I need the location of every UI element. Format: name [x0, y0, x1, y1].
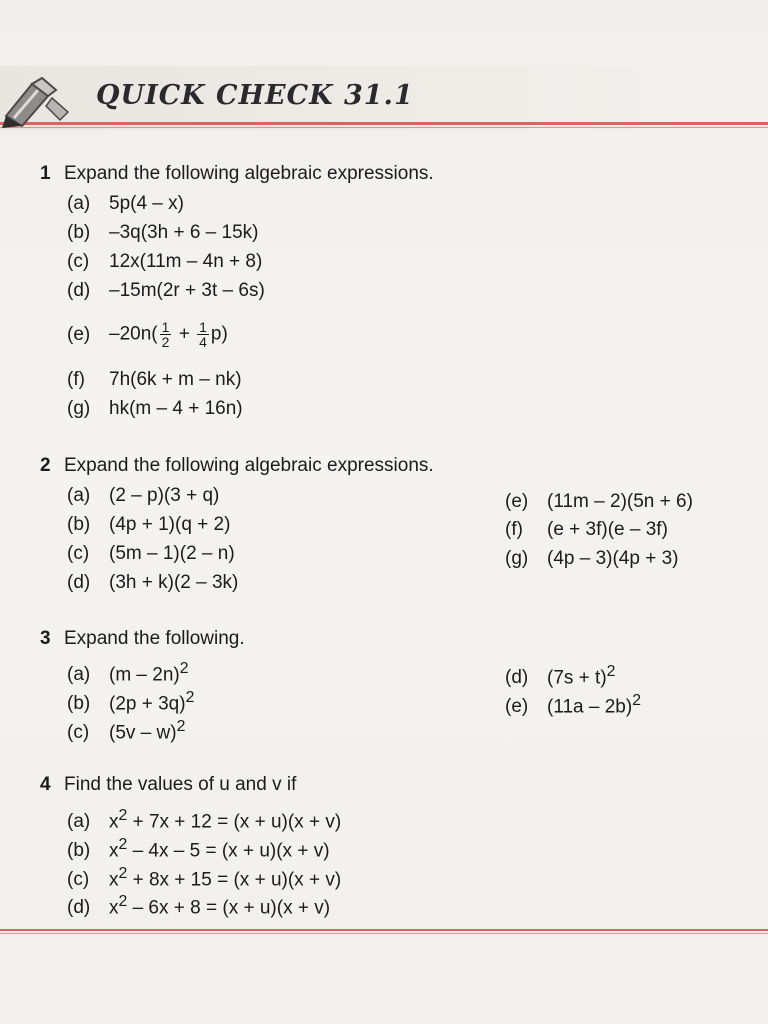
- page-title: QUICK CHECK 31.1: [96, 80, 414, 111]
- question-number: 3: [40, 628, 51, 649]
- part-expression: (4p + 1)(q + 2): [109, 514, 231, 535]
- part-label: (e): [67, 323, 91, 345]
- q1-part-g: [67, 395, 243, 423]
- part-label: (d): [67, 897, 91, 919]
- q2-part-b: [67, 511, 230, 539]
- question-prompt: Expand the following algebraic expressions.: [64, 163, 434, 184]
- exponent: 2: [118, 836, 128, 853]
- exponent: 2: [176, 718, 186, 735]
- q1-part-b: [67, 219, 258, 247]
- part-expression: (5v – w): [109, 722, 177, 744]
- part-expression: (m – 2n): [109, 664, 180, 686]
- q2-part-f: [505, 516, 668, 544]
- exponent: 2: [179, 660, 189, 677]
- q1-part-d: [67, 277, 265, 305]
- exponent: 2: [118, 865, 128, 882]
- part-label: (d): [505, 667, 529, 689]
- q2-part-d: [67, 569, 238, 597]
- fraction-one-half: $\frac{1}{2}$: [161, 319, 170, 350]
- part-expression: + 8x + 15 = (x + u)(x + v): [127, 869, 342, 891]
- part-expression: 7h(6k + m – nk): [109, 369, 242, 390]
- q1-part-a: [67, 190, 184, 218]
- q3-part-c: [67, 713, 185, 747]
- question-3-heading: [40, 625, 245, 653]
- question-number: 2: [40, 455, 51, 476]
- question-number: 1: [40, 163, 51, 184]
- footer-divider-thin: [0, 933, 768, 934]
- exponent: 2: [118, 893, 128, 910]
- part-label: (d): [67, 280, 91, 301]
- q2-part-e: [505, 488, 693, 516]
- q4-part-d: (d) $x^2 - 6x + 8 = (x + u)(x + v)$: [67, 888, 330, 922]
- part-label: (f): [67, 369, 85, 390]
- exponent: 2: [118, 807, 128, 824]
- part-label: (g): [67, 398, 91, 419]
- part-expression: 12x(11m – 4n + 8): [109, 251, 263, 272]
- question-2-heading: [40, 452, 434, 480]
- part-expression: (3h + k)(2 – 3k): [109, 572, 239, 593]
- part-expression: (4p – 3)(4p + 3): [547, 548, 679, 569]
- part-expression: hk(m – 4 + 16n): [109, 398, 243, 419]
- part-label: (b): [67, 514, 91, 535]
- part-label: (b): [67, 840, 91, 862]
- header-divider-thin: [0, 127, 768, 128]
- question-prompt: Expand the following algebraic expressions.: [64, 455, 434, 476]
- part-expression: + 7x + 12 = (x + u)(x + v): [127, 811, 342, 833]
- part-expression: (7s + t): [547, 667, 607, 689]
- part-label: (a): [67, 664, 91, 686]
- part-expression-start: –20n(: [109, 323, 158, 345]
- q2-part-a: [67, 482, 219, 510]
- q4-part-a: (a) $x^2 + 7x + 12 = (x + u)(x + v)$: [67, 802, 341, 836]
- exponent: 2: [632, 692, 642, 709]
- question-prompt: Find the values of u and v if: [64, 774, 297, 795]
- part-expression: –3q(3h + 6 – 15k): [109, 222, 259, 243]
- part-expression: (e + 3f)(e – 3f): [547, 519, 668, 540]
- part-label: (a): [67, 811, 91, 833]
- footer-divider: [0, 929, 768, 931]
- part-expression: – 6x + 8 = (x + u)(x + v): [127, 897, 331, 919]
- q4-part-c: (c) $x^2 + 8x + 15 = (x + u)(x + v)$: [67, 860, 341, 894]
- question-prompt: Expand the following.: [64, 628, 245, 649]
- exponent: 2: [185, 689, 195, 706]
- part-label: (a): [67, 485, 91, 506]
- part-expression: (2p + 3q): [109, 693, 186, 715]
- header-divider: [0, 122, 768, 125]
- question-1-heading: [40, 160, 434, 188]
- part-label: (e): [505, 491, 529, 512]
- part-label: (f): [505, 519, 523, 540]
- question-number: 4: [40, 774, 51, 795]
- part-expression-end: p): [210, 323, 228, 345]
- q4-part-b: (b) $x^2 - 4x - 5 = (x + u)(x + v)$: [67, 831, 330, 865]
- part-expression: (11m – 2)(5n + 6): [547, 491, 693, 512]
- question-4-heading: [40, 771, 296, 799]
- part-label: (d): [67, 572, 91, 593]
- part-label: (b): [67, 222, 91, 243]
- part-label: (c): [67, 543, 90, 564]
- part-label: (b): [67, 693, 91, 715]
- part-expression: (11a – 2b): [547, 696, 633, 718]
- part-expression: (5m – 1)(2 – n): [109, 543, 235, 564]
- q3-part-e: [505, 687, 641, 721]
- q1-part-f: [67, 366, 242, 394]
- part-expression: –15m(2r + 3t – 6s): [109, 280, 265, 301]
- part-label: (c): [67, 869, 90, 891]
- exponent: 2: [606, 663, 616, 680]
- part-label: (a): [67, 193, 91, 214]
- q2-part-c: [67, 540, 235, 568]
- q2-part-g: [505, 545, 679, 573]
- pencil-icon: [2, 76, 72, 128]
- part-expression: 5p(4 – x): [109, 193, 184, 214]
- part-label: (c): [67, 251, 90, 272]
- part-label: (e): [505, 696, 529, 718]
- part-label: (g): [505, 548, 529, 569]
- fraction-one-quarter: $\frac{1}{4}$: [199, 319, 207, 350]
- q1-part-e: (e) –20n( $\frac{1}{2}$ + $\frac{1}{4}$ p): [67, 319, 228, 350]
- part-label: (c): [67, 722, 90, 744]
- q1-part-c: [67, 248, 262, 276]
- part-expression: (2 – p)(3 + q): [109, 485, 220, 506]
- part-expression: – 4x – 5 = (x + u)(x + v): [127, 840, 330, 862]
